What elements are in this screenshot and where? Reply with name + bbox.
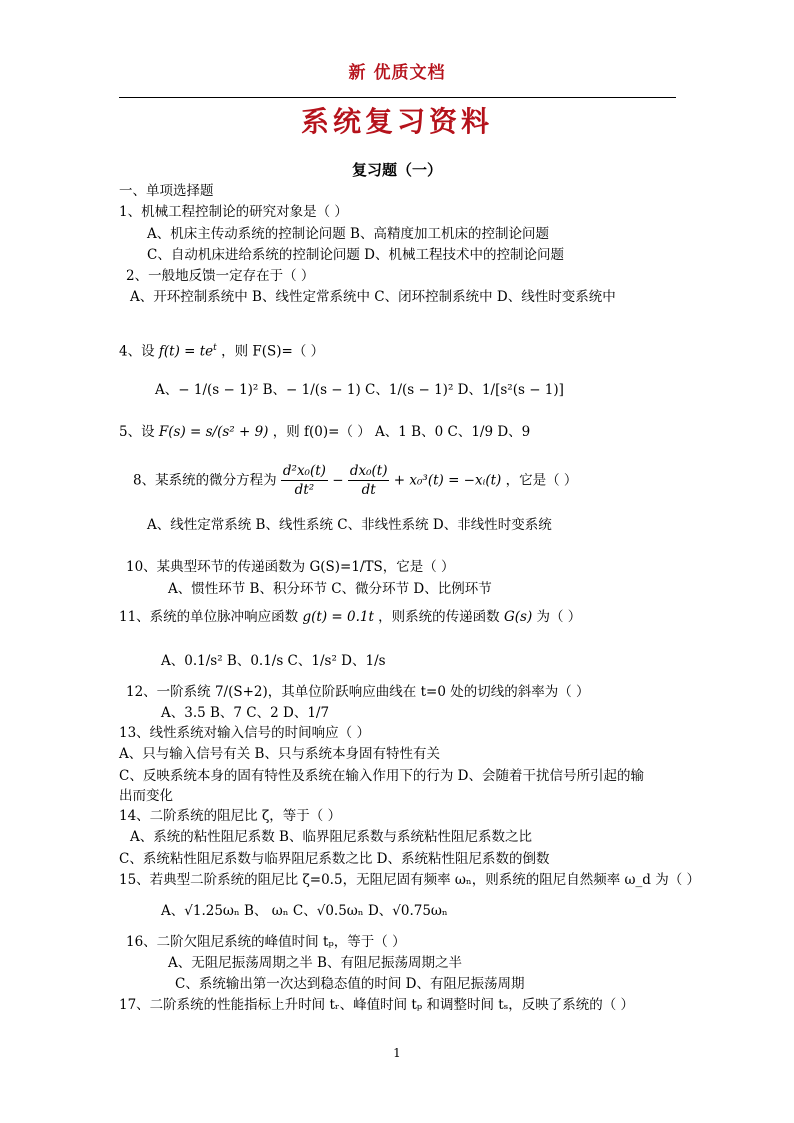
question-16-options-cd: C、系统输出第一次达到稳态值的时间 D、有阻尼振荡周期 (175, 976, 525, 992)
question-11-formula: g(t) = 0.1t (302, 609, 374, 625)
question-8-numerator-1: d²x₀(t) (282, 463, 326, 479)
section-heading: 一、单项选择题 (119, 183, 214, 199)
question-12: 12、一阶系统 7/(S+2)，其单位阶跃响应曲线在 t=0 处的切线的斜率为（ ） (126, 684, 590, 700)
header-title: 新 优质文档 (348, 63, 446, 83)
question-8-denominator-1: dt² (294, 482, 315, 498)
question-14: 14、二阶系统的阻尼比 ζ，等于（ ） (119, 808, 342, 824)
question-15-options: A、√1.25ωₙ B、 ωₙ C、√0.5ωₙ D、√0.75ωₙ (161, 903, 448, 919)
question-13-options-cd: C、反映系统本身的固有特性及系统在输入作用下的行为 D、会随着干扰信号所引起的输 (119, 768, 644, 784)
question-11-transfer: G(s) (503, 609, 533, 625)
page-number: 1 (393, 1046, 401, 1060)
question-5 (119, 423, 530, 441)
question-5-formula: F(s) = s/(s² + 9) (158, 424, 269, 440)
question-15: 15、若典型二阶系统的阻尼比 ζ=0.5，无阻尼固有频率 ωₙ，则系统的阻尼自然频率 ω_d 为（ ） (119, 872, 700, 888)
question-4-options: A、− 1/(s − 1)² B、− 1/(s − 1) C、1/(s − 1)² D、1/[s²(s − 1)] (155, 382, 564, 398)
question-2: 2、一般地反馈一定存在于（ ） (126, 268, 315, 284)
question-8-prefix: 8、某系统的微分方程为 (133, 472, 277, 489)
question-8-minus: − (332, 472, 344, 489)
question-8-suffix: ，它是（ ） (505, 472, 578, 489)
question-5-prefix: 5、设 (119, 424, 155, 440)
question-1-options-ab: A、机床主传动系统的控制论问题 B、高精度加工机床的控制论问题 (147, 226, 549, 242)
question-8-rest: + x₀³(t) = −xᵢ(t) (393, 472, 502, 489)
question-16: 16、二阶欠阻尼系统的峰值时间 tₚ，等于（ ） (126, 934, 406, 950)
question-13-options-cd-cont: 出而变化 (119, 788, 173, 804)
question-11-suffix: 为（ ） (536, 609, 582, 625)
header-rule (119, 97, 676, 98)
question-8-denominator-2: dt (361, 482, 376, 498)
question-8 (133, 462, 577, 499)
question-8-fraction-2 (348, 462, 390, 499)
question-1-options-cd: C、自动机床进给系统的控制论问题 D、机械工程技术中的控制论问题 (147, 247, 564, 263)
question-4 (119, 339, 324, 361)
question-11-options: A、0.1/s² B、0.1/s C、1/s² D、1/s (161, 653, 386, 669)
question-4-formula: f(t) = te (158, 343, 214, 360)
question-11-middle: ，则系统的传递函数 (378, 609, 500, 625)
question-8-numerator-2: dx₀(t) (349, 463, 388, 479)
question-4-exponent: t (213, 343, 217, 353)
question-14-options-ab: A、系统的粘性阻尼系数 B、临界阻尼系数与系统粘性阻尼系数之比 (130, 829, 532, 845)
question-5-suffix: ，则 f(0)=（ ） A、1 B、0 C、1/9 D、9 (272, 424, 531, 440)
question-14-options-cd: C、系统粘性阻尼系数与临界阻尼系数之比 D、系统粘性阻尼系数的倒数 (119, 851, 550, 867)
question-1: 1、机械工程控制论的研究对象是（ ） (119, 204, 348, 220)
document-title: 系统复习资料 (300, 105, 493, 138)
question-10-options: A、惯性环节 B、积分环节 C、微分环节 D、比例环节 (168, 581, 492, 597)
question-10: 10、某典型环节的传递函数为 G(S)=1/TS，它是（ ） (126, 559, 455, 575)
question-11 (119, 608, 581, 626)
question-8-fraction-1 (281, 462, 328, 499)
question-17: 17、二阶系统的性能指标上升时间 tᵣ、峰值时间 tₚ 和调整时间 tₛ，反映了系统的（ ） (119, 997, 635, 1013)
question-13: 13、线性系统对输入信号的时间响应（ ） (119, 725, 370, 741)
question-13-options-ab: A、只与输入信号有关 B、只与系统本身固有特性有关 (119, 746, 440, 762)
question-12-options: A、3.5 B、7 C、2 D、1/7 (161, 705, 330, 721)
question-11-prefix: 11、系统的单位脉冲响应函数 (119, 609, 299, 625)
question-16-options-ab: A、无阻尼振荡周期之半 B、有阻尼振荡周期之半 (168, 955, 462, 971)
question-4-suffix: ，则 F(S)=（ ） (221, 343, 325, 360)
question-8-options: A、线性定常系统 B、线性系统 C、非线性系统 D、非线性时变系统 (147, 517, 552, 533)
section-title: 复习题（一） (351, 161, 442, 179)
question-4-prefix: 4、设 (119, 343, 155, 360)
question-2-options: A、开环控制系统中 B、线性定常系统中 C、闭环控制系统中 D、线性时变系统中 (130, 289, 616, 305)
